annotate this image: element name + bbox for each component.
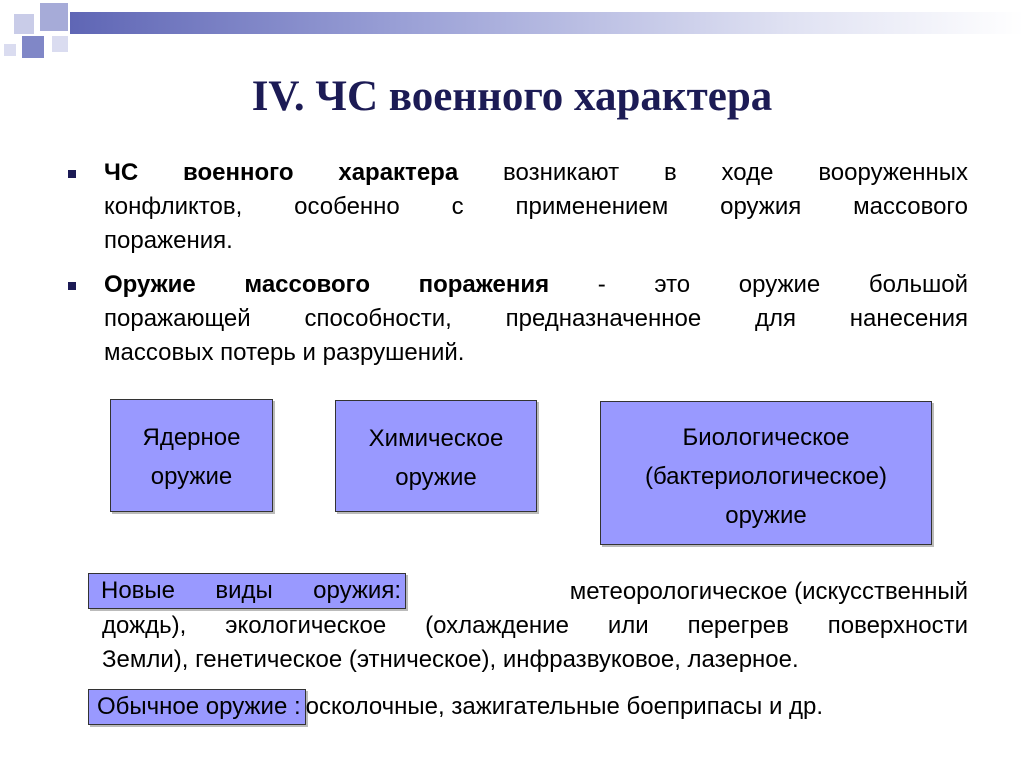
paragraph-line: Земли), генетическое (этническое), инфразвуковое, лазерное.: [102, 646, 799, 673]
label-word: виды: [215, 577, 273, 604]
slide-title: IV. ЧС военного характера: [251, 73, 773, 120]
bullet-text: [104, 268, 968, 370]
conventional-weapons-paragraph: [88, 689, 988, 725]
conventional-weapons-label: Обычное оружие :: [88, 689, 306, 725]
bullet-term: Оружие массового поражения: [104, 271, 550, 298]
bullet-text-line: это оружие большой: [654, 271, 968, 298]
new-weapons-label: [88, 573, 406, 609]
bullet-text-line: массовых потерь и разрушений.: [104, 339, 465, 366]
bullet-text: [104, 156, 968, 258]
box-line: Биологическое: [682, 424, 850, 451]
box-line: Ядерное: [142, 424, 241, 451]
bullet-dash: -: [597, 271, 606, 298]
square-bullet-icon: [68, 170, 76, 178]
bullet-text-line: возникают в ходе вооруженных: [503, 159, 968, 186]
label-word: оружия:: [313, 577, 401, 604]
new-weapons-paragraph: [88, 573, 968, 677]
box-line: оружие: [725, 502, 807, 529]
bullet-item: [68, 156, 968, 258]
decor-square: [40, 3, 68, 31]
box-line: (бактериологическое): [644, 463, 888, 490]
bullet-term: ЧС военного характера: [104, 159, 459, 186]
paragraph-line: метеорологическое (искусственный: [569, 578, 968, 605]
header-gradient-bar: [70, 12, 1024, 34]
square-bullet-icon: [68, 282, 76, 290]
paragraph-line: дождь), экологическое (охлаждение или перегрев поверхности: [102, 612, 968, 639]
decor-square: [4, 44, 16, 56]
bullet-text-line: поражения.: [104, 227, 233, 254]
paragraph-line: осколочные, зажигательные боеприпасы и др.: [305, 693, 824, 720]
chemical-weapon-box: [335, 400, 537, 512]
box-line: оружие: [150, 463, 233, 490]
decor-square: [22, 36, 44, 58]
nuclear-weapon-box: [110, 399, 273, 512]
decor-square: [14, 14, 34, 34]
bullet-item: [68, 268, 968, 370]
box-line: Химическое: [368, 425, 504, 452]
decor-square: [52, 36, 68, 52]
label-word: Новые: [101, 577, 176, 604]
box-line: оружие: [395, 464, 477, 491]
bullet-text-line: конфликтов, особенно с применением оружия массового: [104, 193, 968, 220]
biological-weapon-box: [600, 401, 932, 545]
bullet-text-line: поражающей способности, предназначенное для нанесения: [104, 305, 968, 332]
